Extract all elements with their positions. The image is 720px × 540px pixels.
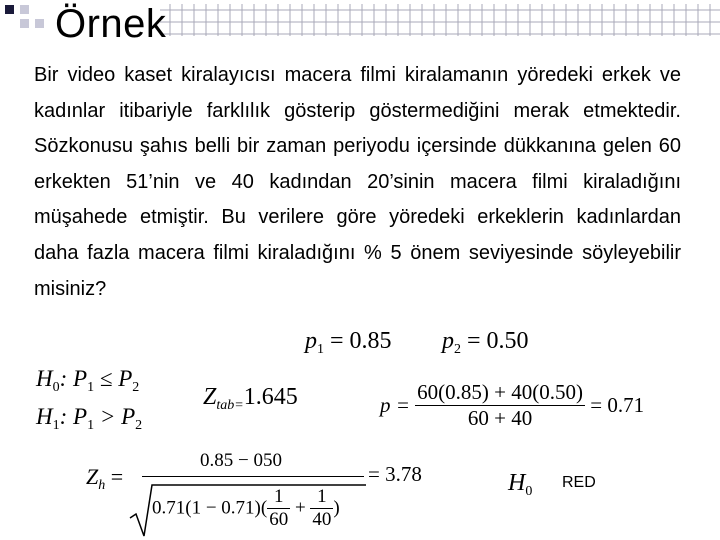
- z-table-subscript: tab=: [216, 398, 244, 413]
- pooled-p-denominator: 60 + 40: [415, 405, 585, 431]
- p1-subscript: 1: [317, 342, 324, 357]
- pooled-p-result: = 0.71: [590, 393, 645, 417]
- z-table-symbol: Z: [203, 384, 217, 410]
- h0-decision-subscript: 0: [525, 484, 533, 499]
- zh-fraction-bar: [142, 476, 364, 477]
- h1-subscript: 1: [52, 418, 60, 433]
- h0-symbol: H: [36, 366, 53, 391]
- h0-operator: ≤ P: [94, 366, 133, 391]
- pooled-p-lhs: p =: [380, 393, 410, 417]
- p1-symbol: p: [305, 328, 317, 354]
- p1-value: = 0.85: [330, 328, 392, 354]
- zh-den-suffix: ): [333, 497, 340, 519]
- problem-paragraph: Bir video kaset kiralayıcısı macera filmi kiralamanın yöredeki erkek ve kadınlar itibariyle farklılık gösterip göstermediğini merak etmektedir. Sözkonusu şahıs belli bir zaman periyodu içersinde dükkanına gelen 60 erkekten 51’nin ve 40 kadından 20’sinin macera filmi kiraladığını müşahede etmiştir. Bu verilere göre yöredeki erkeklerin kadınlardan daha fazla macera filmi kiraladığını % 5 önem seviyesinde söyleyebilir misiniz?: [34, 64, 681, 300]
- h1-symbol: H: [36, 404, 53, 429]
- h0-sub1: 1: [87, 380, 95, 395]
- zh-subscript: h: [98, 478, 106, 493]
- p2-symbol: p: [442, 328, 454, 354]
- zh-frac-40: [310, 486, 333, 531]
- zh-equals: =: [110, 464, 124, 489]
- h0-decision: [508, 470, 532, 500]
- h0-hypothesis: [36, 366, 139, 396]
- zh-frac-60-num: 1: [273, 486, 284, 507]
- h0-subscript: 0: [52, 380, 60, 395]
- h1-hypothesis: [36, 404, 142, 434]
- z-table-equation: [203, 384, 298, 414]
- p1-equation: [305, 328, 392, 358]
- slide-title: Örnek: [55, 2, 167, 46]
- h1-body: : P: [59, 404, 88, 429]
- zh-denominator: [152, 486, 340, 531]
- h1-operator: > P: [94, 404, 136, 429]
- h1-sub1: 1: [87, 418, 95, 433]
- zh-frac-60: [267, 486, 290, 531]
- zh-symbol: Z: [86, 464, 99, 489]
- h0-decision-symbol: H: [508, 470, 526, 496]
- h0-sub2: 2: [132, 380, 140, 395]
- h1-sub2: 2: [135, 418, 143, 433]
- p2-equation: [442, 328, 529, 358]
- h0-body: : P: [59, 366, 88, 391]
- zh-numerator: 0.85 − 050: [200, 450, 282, 471]
- p2-value: = 0.50: [467, 328, 529, 354]
- zh-plus: +: [294, 497, 306, 519]
- z-table-value: 1.645: [243, 384, 298, 410]
- pooled-p-fraction: [415, 380, 585, 431]
- zh-den-prefix: 0.71(1 − 0.71)(: [152, 497, 268, 519]
- zh-frac-40-den: 40: [312, 509, 332, 530]
- pooled-p-equation: [380, 380, 644, 431]
- zh-lhs: [86, 464, 123, 494]
- pooled-p-numerator: 60(0.85) + 40(0.50): [417, 380, 583, 404]
- zh-frac-60-den: 60: [269, 509, 289, 530]
- zh-result: = 3.78: [368, 462, 422, 486]
- reject-label: RED: [562, 474, 596, 491]
- p2-subscript: 2: [454, 342, 461, 357]
- zh-frac-40-num: 1: [317, 486, 327, 507]
